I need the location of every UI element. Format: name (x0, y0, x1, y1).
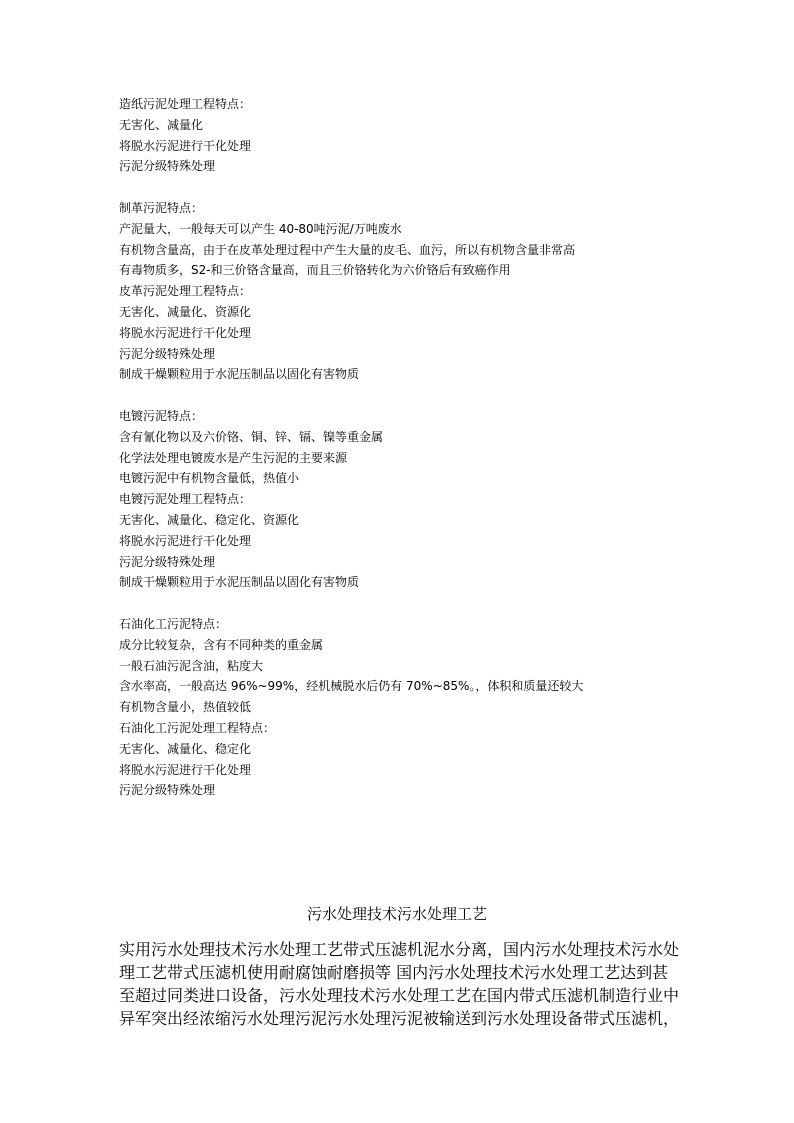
list-item: 化学法处理电镀废水是产生污泥的主要来源 (119, 450, 348, 465)
paragraph-line: 异军突出经浓缩污水处理污泥污水处理污泥被输送到污水处理设备带式压滤机， (119, 1009, 680, 1028)
section-heading: 皮革污泥处理工程特点： (119, 284, 252, 299)
list-item: 一般石油污泥含油，粘度大 (119, 658, 264, 673)
list-item: 产泥量大，一般每天可以产生 40-80吨污泥/万吨废水 (119, 221, 402, 236)
list-item: 电镀污泥中有机物含量低，热值小 (119, 471, 300, 486)
section-heading: 造纸污泥处理工程特点： (119, 97, 252, 111)
list-item: 无害化、减量化、稳定化、资源化 (119, 512, 300, 527)
section-heading: 石油化工污泥处理工程特点： (119, 720, 276, 735)
list-item: 无害化、减量化 (119, 117, 204, 132)
article-paragraph (119, 938, 679, 1030)
article-title: 污水处理技术污水处理工艺 (306, 905, 487, 923)
list-item: 无害化、减量化、资源化 (119, 304, 252, 319)
list-item: 制成干燥颗粒用于水泥压制品以固化有害物质 (119, 367, 360, 382)
sludge-notes (119, 94, 719, 801)
list-item: 有机物含量高，由于在皮革处理过程中产生大量的皮毛、血污，所以有机物含量非常高 (119, 242, 576, 257)
list-item: 含有氰化物以及六价铬、铜、锌、镉、镍等重金属 (119, 429, 384, 444)
list-item: 将脱水污泥进行干化处理 (119, 138, 252, 153)
list-item: 污泥分级特殊处理 (119, 159, 216, 174)
list-item: 污泥分级特殊处理 (119, 346, 216, 361)
section-heading: 石油化工污泥特点： (119, 616, 228, 631)
list-item: 将脱水污泥进行干化处理 (119, 325, 252, 340)
list-item: 污泥分级特殊处理 (119, 554, 216, 569)
paragraph-line: 实用污水处理技术污水处理工艺带式压滤机泥水分离，国内污水处理技术污水处 (119, 940, 680, 959)
list-item: 有机物含量小，热值较低 (119, 700, 252, 715)
section-heading: 电镀污泥处理工程特点： (119, 492, 252, 507)
list-item: 有毒物质多，S2-和三价铬含量高，而且三价铬转化为六价铬后有致癌作用 (119, 263, 511, 278)
list-item: 将脱水污泥进行干化处理 (119, 762, 252, 777)
list-item: 将脱水污泥进行干化处理 (119, 533, 252, 548)
list-item: 无害化、减量化、稳定化 (119, 741, 252, 756)
paragraph-line: 理工艺带式压滤机使用耐腐蚀耐磨损等 国内污水处理技术污水处理工艺达到甚 (119, 963, 669, 982)
spacer (119, 177, 719, 198)
list-item: 制成干燥颗粒用于水泥压制品以固化有害物质 (119, 575, 360, 590)
paragraph-line: 至超过同类进口设备，污水处理技术污水处理工艺在国内带式压滤机制造行业中 (119, 986, 680, 1005)
spacer (119, 385, 719, 406)
list-item: 污泥分级特殊处理 (119, 783, 216, 798)
section-heading: 电镀污泥特点： (119, 408, 204, 423)
section-heading: 制革污泥特点： (119, 200, 204, 215)
list-item: 含水率高，一般高达 96%~99%，经机械脱水后仍有 70%~85%。，体积和质量还较大 (119, 679, 584, 694)
spacer (119, 593, 719, 614)
list-item: 成分比较复杂，含有不同种类的重金属 (119, 637, 324, 652)
